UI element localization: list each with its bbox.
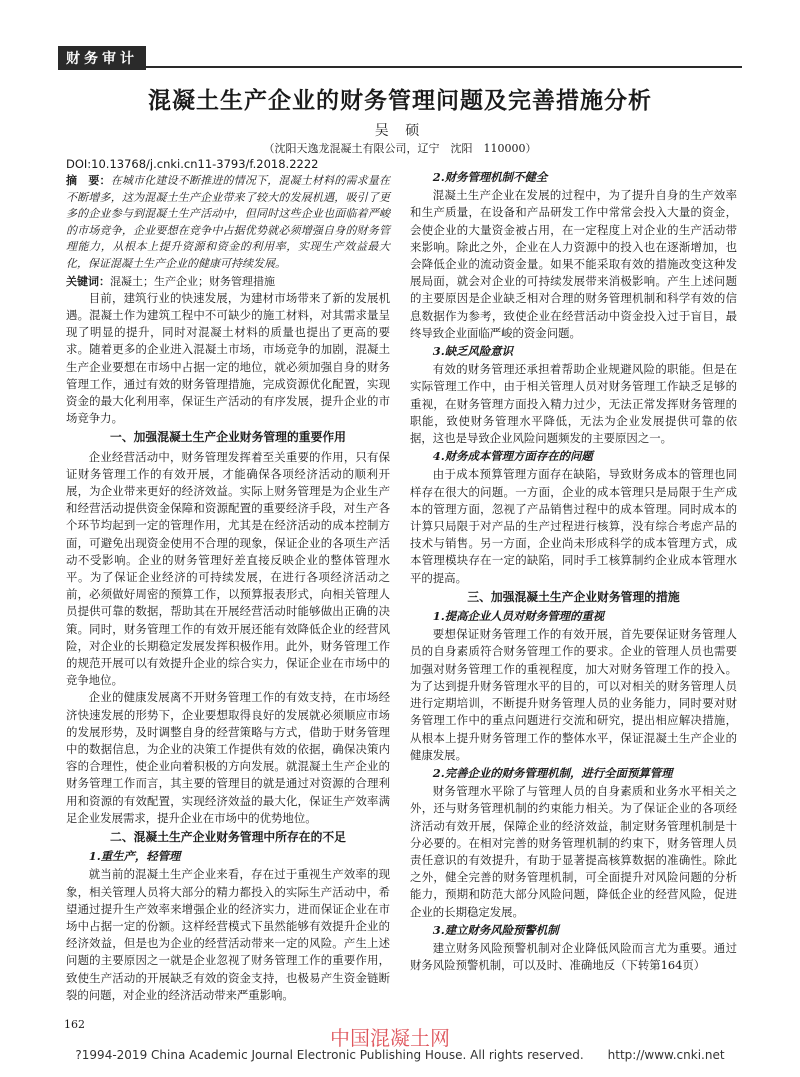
- section-3-paragraph: 财务管理水平除了与管理人员的自身素质和业务水平相关之外，还与财务管理机制的约束能力相关。为了保证企业的各项经济活动有效开展，保障企业的经济效益，制定财务管理机制是十分必要的。在相对完善的财务管理机制的约束下，财务管理人员责任意识的有效提升，有助于显著提高核算数据的准确性。除此之外，健全完善的财务管理机制，可全面提升对风险问题的分析能力，预期和防范大部分风险问题，降低企业的经营风险，促进企业的长期稳定发展。: [410, 784, 737, 919]
- subsection-heading: 3.缺乏风险意识: [432, 344, 514, 359]
- doi: DOI:10.13768/j.cnki.cn11-3793/f.2018.2222: [66, 157, 319, 171]
- affiliation: （沈阳天逸龙混凝土有限公司，辽宁 沈阳 110000）: [263, 142, 537, 155]
- header-rule: [58, 66, 742, 68]
- section-3-paragraph: 建立财务风险预警机制对企业降低风险而言尤为重要。通过财务风险预警机制，可以及时、准确地反（下转第164页）: [410, 940, 737, 973]
- article-title: 混凝土生产企业的财务管理问题及完善措施分析: [148, 88, 652, 114]
- section-2-heading: 二、混凝土生产企业财务管理中所存在的不足: [110, 830, 346, 845]
- section-1-paragraph: 企业的健康发展离不开财务管理工作的有效支持，在市场经济快速发展的形势下，企业要想取得良好的发展就必须顺应市场的发展形势，及时调整自身的经营策略与方式，借助于财务管理中的数据信息，为企业的决策工作提供有效的依据，确保决策内容的合理性，使企业向着积极的方向发展。就混凝土生产企业的财务管理工作而言，其主要的管理目的就是通过对资源的合理利用和资源的有效配置，实现经济效益的最大化，保证生产效率满足企业发展需求，提升企业在市场中的优势地位。: [66, 690, 390, 825]
- right-column: [410, 168, 737, 974]
- subsection-heading: 1.提高企业人员对财务管理的重视: [432, 609, 605, 624]
- abstract-label: 摘 要：: [66, 174, 111, 187]
- subsection-heading: 2.完善企业的财务管理机制，进行全面预算管理: [432, 765, 673, 780]
- section-1-paragraph: 企业经营活动中，财务管理发挥着至关重要的作用，只有保证财务管理工作的有效开展，才能确保各项经济活动的顺利开展，为企业带来更好的经济效益。实际上财务管理是为企业生产和经营活动提供资金保障和资源配置的重要经济手段，对生产各个环节均起到一定的管理作用，尤其是在经济活动的成本控制方面，可避免出现资金使用不合理的现象，保证企业的各项生产活动不受影响。企业的财务管理好差直接反映企业的整体管理水平。为了保证企业经济的可持续发展，在进行各项经济活动之前，必须做好周密的预算工作，以预算报表形式，向相关管理人员提供可靠的数据，帮助其在开展经营活动时能够做出正确的决策。同时，财务管理工作的有效开展还能有效降低企业的经营风险，对企业的长期稳定发展发挥积极作用。此外，财务管理工作的规范开展可以有效提升企业的综合实力，保证企业在市场中的竞争地位。: [66, 449, 390, 688]
- section-3-heading: 三、加强混凝土生产企业财务管理的措施: [467, 589, 680, 604]
- subsection-heading: 4.财务成本管理方面存在的问题: [432, 449, 593, 464]
- page-number: 162: [64, 1018, 85, 1031]
- author: 吴 硕: [374, 123, 426, 139]
- section-2-paragraph: 就当前的混凝土生产企业来看，存在过于重视生产效率的现象，相关管理人员将大部分的精力都投入的实际生产活动中，希望通过提升生产效率来增强企业的经济实力，进而保证企业在市场中占据一定的份额。这样经营模式下虽然能够有效提升企业的经济效益，但是也为企业的经营活动带来一定的风险。产生上述问题的主要原因之一就是企业忽视了财务管理工作的重要作用，致使生产活动的开展缺乏有效的资金支持，也极易产生资金链断裂的问题，对企业的经济活动带来严重影响。: [66, 867, 390, 1002]
- abstract: [66, 173, 390, 273]
- section-2-paragraph: 由于成本预算管理方面存在缺陷，导致财务成本的管理也同样存在很大的问题。一方面，企业的成本管理只是局限于生产成本的管理方面，忽视了产品销售过程中的成本管理。同时成本的计算只局限于对产品的生产过程进行核算，没有综合考虑产品的技术与销售。另一方面，企业尚未形成科学的成本管理方式，成本管理模块存在一定的缺陷，同时手工核算制约企业成本管理水平的提高。: [410, 467, 737, 585]
- left-column: [66, 173, 390, 1004]
- section-2-paragraph: 混凝土生产企业在发展的过程中，为了提升自身的生产效率和生产质量，在设备和产品研发工作中常常会投入大量的资金，会使企业的大量资金被占用，在一定程度上对企业的生产活动带来影响。除此之外，企业在人力资源中的投入也在逐渐增加，也会降低企业的流动资金量。如果不能采取有效的措施改变这种发展局面，就会对企业的可持续发展带来消极影响。产生上述问题的主要原因是企业缺乏相对合理的财务管理机制和科学有效的信息数据作为参考，致使企业在经营活动中资金投入过于盲目，最终导致企业面临严峻的资金问题。: [410, 188, 737, 340]
- watermark: 中国混凝土网: [330, 1026, 450, 1050]
- copyright-footer: ?1994-2019 China Academic Journal Electronic Publishing House. All rights reserved. http://www.cnki.net: [75, 1048, 725, 1062]
- subsection-heading: 1.重生产，轻管理: [88, 849, 181, 864]
- column-tag: 财务审计: [58, 46, 146, 70]
- intro-paragraph: 目前，建筑行业的快速发展，为建材市场带来了新的发展机遇。混凝土作为建筑工程中不可缺少的施工材料，对其需求量呈现了明显的提升，同时对混凝土材料的质量也提出了更高的要求。随着更多的企业进入混凝土市场，市场竞争的加剧，混凝土生产企业要想在市场中占据一定的地位，就必须加强自身的财务管理工作，通过有效的财务管理措施，完成资源优化配置，实现资金的最大化利用率，保证生产活动的有序发展，提升企业的市场竞争力。: [66, 290, 390, 426]
- subsection-heading: 3.建立财务风险预警机制: [432, 922, 559, 937]
- keywords: [66, 273, 390, 290]
- subsection-heading: 2.财务管理机制不健全: [432, 170, 548, 184]
- keywords-text: 混凝土；生产企业；财务管理措施: [110, 274, 275, 288]
- section-1-heading: 一、加强混凝土生产企业财务管理的重要作用: [110, 430, 346, 445]
- section-3-paragraph: 要想保证财务管理工作的有效开展，首先要保证财务管理人员的自身素质符合财务管理工作的要求。企业的管理人员也需要加强对财务管理工作的重视程度，加大对财务管理工作的投入。为了达到提升财务管理水平的目的，可以对相关的财务管理人员进行定期培训，不断提升财务管理人员的业务能力，同时要对财务管理工作中的重点问题进行交流和研究，提出相应解决措施，从根本上提升财务管理工作的整体水平，保证混凝土生产企业的健康发展。: [410, 627, 737, 762]
- abstract-text: 在城市化建设不断推进的情况下，混凝土材料的需求量在不断增多，这为混凝土生产企业带来了较大的发展机遇，吸引了更多的企业参与到混凝土生产活动中，但同时这些企业也面临着严峻的市场竞争，企业要想在竞争中占据优势就必须增强自身的财务管理能力，从根本上提升资源和资金的利用率，实现生产效益最大化，保证混凝土生产企业的健康可持续发展。: [66, 174, 391, 270]
- section-2-paragraph: 有效的财务管理还承担着帮助企业规避风险的职能。但是在实际管理工作中，由于相关管理人员对财务管理工作缺乏足够的重视，在财务管理方面投入精力过少，无法正常发挥财务管理的职能，致使财务管理水平降低，无法为企业发展提供可靠的依据，这也是导致企业风险问题频发的主要原因之一。: [410, 362, 737, 446]
- keywords-label: 关键词：: [66, 274, 110, 288]
